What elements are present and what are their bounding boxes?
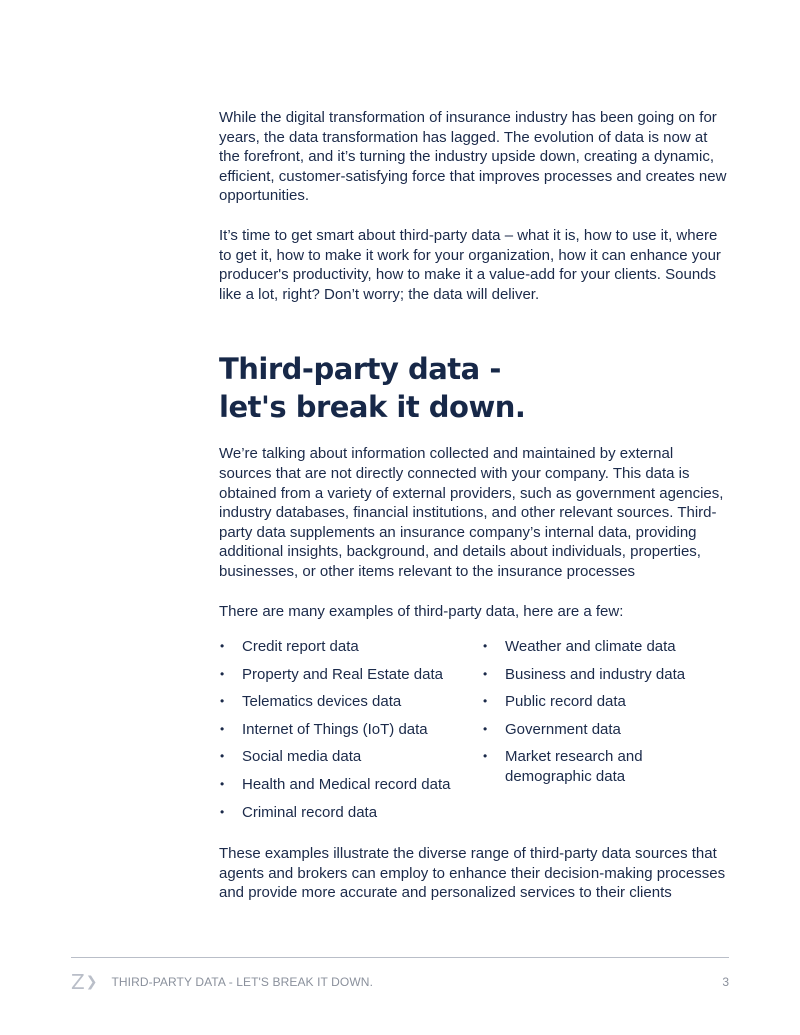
description-paragraph: We’re talking about information collected and maintained by external sources that are not directly connected with your company. This data is obtained from a variety of external providers, such as government agencies, industry databases, financial institutions, and other relevant sources. Third-party data supplements an insurance company’s internal data, providing additional insights, background, and details about individuals, properties, businesses, or other items relevant to the insurance processes [219,445,724,580]
list-item-text: Social media data [242,748,362,766]
bullet-icon: • [220,804,225,819]
list-item [219,637,482,657]
list-item [219,775,482,795]
footer-divider [71,957,729,958]
list-item-text: Health and Medical record data [242,776,451,794]
list-item [482,747,729,786]
examples-lists [219,637,729,830]
list-item-text: Credit report data [242,638,359,656]
page-content [219,108,729,903]
section-heading-line-1: Third-party data - [219,352,501,387]
intro-paragraph-1: While the digital transformation of insurance industry has been going on for years, the data transformation has lagged. The evolution of data is now at the forefront, and it’s turning the industry upside down, creating a dynamic, efficient, customer-satisfying force that improves processes and creates new opportunities. [219,109,727,205]
examples-intro: There are many examples of third-party data, here are a few: [219,602,624,620]
list-item-text: Telematics devices data [242,693,402,711]
logo-letter: Z [71,970,85,994]
bullet-icon: • [483,639,488,654]
list-item [482,692,729,712]
list-item [482,637,729,657]
intro-paragraph-2: It’s time to get smart about third-party data – what it is, how to use it, where to get it, how to make it work for your organization, how it can enhance your producer's productivity, how to make it a value-add for your clients. Sounds like a lot, right? Don’t worry; the data will deliver. [219,226,721,303]
chevron-right-icon: ❯ [85,974,98,990]
examples-list-right [482,637,729,830]
list-item [219,720,482,740]
list-item-text: Internet of Things (IoT) data [242,720,428,738]
list-item-text: Government data [505,720,621,738]
bullet-icon: • [220,639,225,654]
conclusion-paragraph: These examples illustrate the diverse range of third-party data sources that agents and brokers can employ to enhance their decision-making processes and provide more accurate and personalized services to their clients [219,845,726,902]
brand-logo [71,972,97,992]
list-item-text: Business and industry data [505,665,686,683]
bullet-icon: • [220,749,225,764]
list-item [219,692,482,712]
list-item [482,665,729,685]
list-item [219,665,482,685]
list-item [482,720,729,740]
list-item [219,803,482,823]
bullet-icon: • [220,777,225,792]
bullet-icon: • [220,694,225,709]
list-item-text: Weather and climate data [505,638,676,656]
section-heading-line-2: let's break it down. [219,390,526,425]
section-heading [219,350,729,426]
list-item [219,747,482,767]
bullet-icon: • [483,694,488,709]
bullet-icon: • [220,721,225,736]
examples-list-left [219,637,482,830]
bullet-icon: • [483,666,488,681]
footer-title: THIRD-PARTY DATA - LET'S BREAK IT DOWN. [111,975,373,989]
list-item-text: Criminal record data [242,803,378,821]
bullet-icon: • [483,749,488,764]
list-item-text: Property and Real Estate data [242,665,443,683]
list-item-text: Market research and demographic data [505,748,643,786]
page-footer [71,972,729,992]
bullet-icon: • [220,666,225,681]
list-item-text: Public record data [505,693,626,711]
page-number: 3 [722,975,729,989]
bullet-icon: • [483,721,488,736]
